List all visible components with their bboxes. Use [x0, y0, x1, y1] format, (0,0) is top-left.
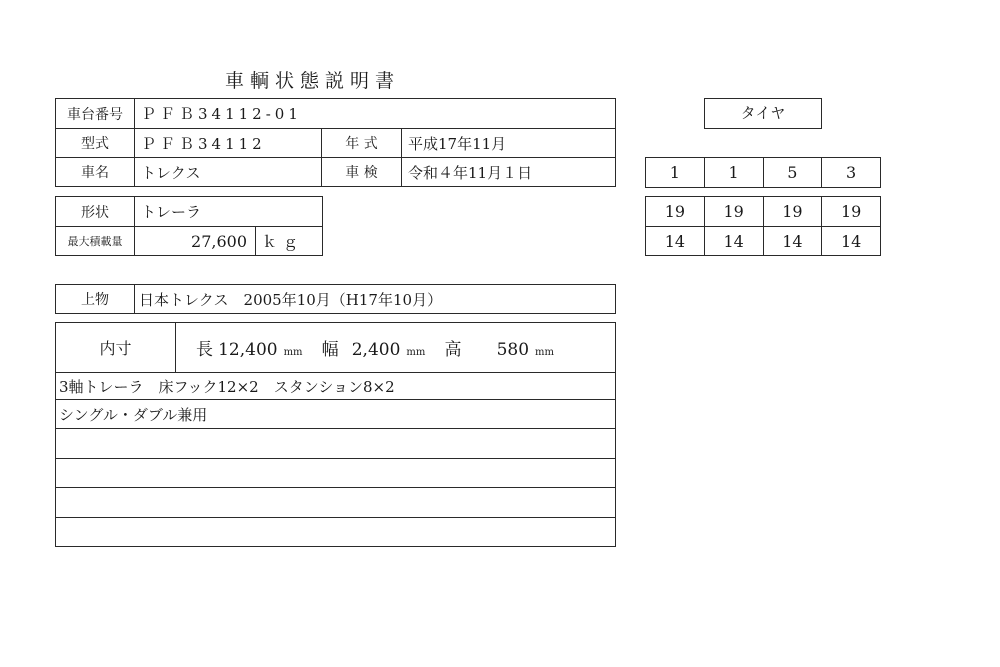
note-row: [56, 429, 616, 459]
body-value: 日本トレクス 2005年10月（H17年10月）: [135, 285, 616, 314]
tire-size-cell: 19: [763, 197, 822, 227]
tire-count-cell: 1: [646, 158, 705, 188]
inner-dimensions-label: 内寸: [56, 323, 176, 373]
height-value: 580: [496, 340, 530, 360]
width-label: 幅: [321, 340, 339, 360]
max-load-unit: ｋｇ: [256, 227, 323, 256]
max-load-value: 27,600: [135, 227, 256, 256]
shape-value: トレーラ: [135, 197, 323, 227]
body-table: [55, 284, 616, 314]
document-title: 車輌状態説明書: [225, 70, 401, 92]
tire-size-cell: 14: [763, 227, 822, 256]
width-unit: mm: [406, 347, 426, 358]
height-label: 高: [444, 340, 462, 360]
length-value: 12,400: [218, 340, 278, 360]
note-row: シングル・ダブル兼用: [56, 400, 616, 429]
note-row: [56, 488, 616, 518]
note-row: 3軸トレーラ 床フック12×2 スタンション8×2: [56, 373, 616, 400]
tire-size-cell: 14: [704, 227, 763, 256]
dimensions-values: [176, 323, 616, 373]
vehicle-name-label: 車名: [56, 158, 135, 187]
tire-size-cell: 19: [646, 197, 705, 227]
shape-label: 形状: [56, 197, 135, 227]
chassis-number-label: 車台番号: [56, 99, 135, 129]
chassis-number-value: ＰＦＢ34112-01: [135, 99, 616, 129]
width-value: 2,400: [351, 340, 401, 360]
vehicle-name-value: トレクス: [135, 158, 322, 187]
tire-header: タイヤ: [704, 98, 822, 129]
tire-count-table: [645, 157, 881, 188]
tire-count-cell: 3: [822, 158, 881, 188]
tire-size-cell: 14: [646, 227, 705, 256]
dimensions-table: [55, 322, 616, 547]
tire-size-cell: 19: [822, 197, 881, 227]
year-value: 平成17年11月: [402, 129, 616, 158]
model-label: 型式: [56, 129, 135, 158]
max-load-label: 最大積載量: [56, 227, 135, 256]
tire-size-cell: 14: [822, 227, 881, 256]
model-value: ＰＦＢ34112: [135, 129, 322, 158]
length-label: 長: [196, 340, 213, 360]
height-unit: mm: [535, 347, 554, 358]
tire-count-cell: 1: [704, 158, 763, 188]
tire-size-table: [645, 196, 881, 256]
tire-size-cell: 19: [704, 197, 763, 227]
shape-table: [55, 196, 323, 256]
inspection-value: 令和４年11月１日: [402, 158, 616, 187]
note-row: [56, 459, 616, 488]
body-label: 上物: [56, 285, 135, 314]
inspection-label: 車 検: [322, 158, 402, 187]
tire-count-cell: 5: [763, 158, 822, 188]
vehicle-info-table: [55, 98, 616, 187]
year-label: 年 式: [322, 129, 402, 158]
length-unit: mm: [283, 347, 303, 358]
note-row: [56, 518, 616, 547]
